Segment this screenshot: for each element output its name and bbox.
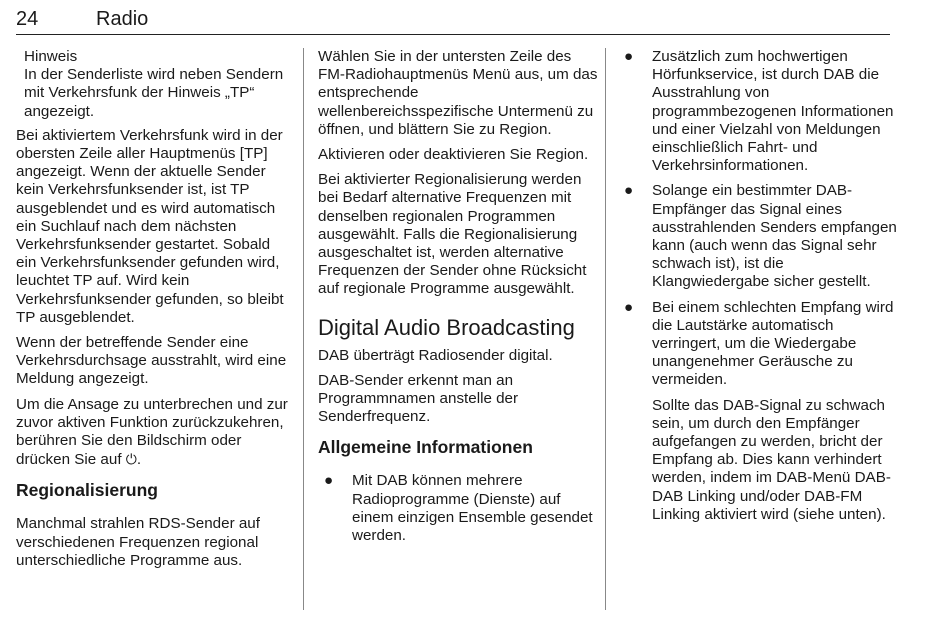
- text: Wählen Sie in der untersten Zeile des FM-Radiohauptmenüs: [318, 48, 572, 84]
- text: aktiviert wird (siehe unten).: [704, 505, 886, 523]
- text: Sollte das DAB-Signal zu schwach sein, um durch den Empfänger aufgefangen zu werden, bricht der Empfang ab. Dies kann verhindert werden, indem im DAB-Menü: [652, 396, 885, 487]
- text: aus, um das entsprechende wellenbereichsspezifische Untermenü zu öffnen, und blättern Sie zu: [318, 66, 598, 138]
- paragraph: [16, 127, 292, 327]
- text: .: [136, 451, 142, 469]
- paragraph: DAB-Sender erkennt man an Programmnamen anstelle der Senderfrequenz.: [318, 371, 519, 426]
- column-middle: [318, 48, 598, 552]
- page-number: 24: [16, 8, 39, 30]
- paragraph: [318, 48, 598, 139]
- ui-term-region: Region: [499, 120, 548, 138]
- text: Zusätzlich zum hochwertigen Hörfunkservice, ist durch DAB die Ausstrahlung von programmbezogenen Informationen und einer Vielzahl von Meldungen einschließlich Fahrt- und Verkehrsinformationen.: [652, 48, 894, 175]
- text: .: [583, 146, 589, 164]
- ui-term-dab-fm-linking: DAB-FM Linking: [652, 487, 863, 523]
- list-item: [620, 182, 898, 291]
- text: auf. Wird kein Verkehrsfunksender gefunden, so bleibt TP ausgeblendet.: [16, 272, 284, 326]
- note-box: [24, 48, 292, 121]
- power-icon: ⏻: [125, 451, 137, 468]
- ui-term-menu: Menü: [472, 66, 511, 84]
- text: und/oder: [739, 487, 800, 505]
- paragraph: DAB überträgt Radiosender digital.: [318, 346, 553, 364]
- text: Bei einem schlechten Empfang wird die Lautstärke automatisch verringert, um die Wiedergabe unangenehmer Geräusche zu vermeiden.: [652, 298, 894, 389]
- paragraph: Bei aktivierter Regionalisierung werden bei Bedarf alternative Frequenzen mit denselben regionalen Programmen ausgewählt. Falls die Regionalisierung ausgeschaltet ist, werden alternative Frequenzen der Sender ohne Rücksicht auf regionale Programme ausgewählt.: [318, 171, 587, 298]
- chapter-title: Radio: [96, 8, 149, 30]
- text: Bei aktiviertem Verkehrsfunk wird in der obersten Zeile aller Hauptmenüs: [16, 126, 283, 163]
- page-header: [16, 6, 890, 35]
- text: .: [547, 120, 552, 138]
- ui-term-tp: TP: [73, 272, 93, 290]
- paragraph: Wenn der betreffende Sender eine Verkehrsdurchsage ausstrahlt, wird eine Meldung angezeigt.: [16, 334, 287, 388]
- section-heading-general-info: Allgemeine Informationen: [318, 437, 533, 458]
- paragraph: [16, 396, 292, 470]
- bullet-icon: ●: [324, 472, 334, 490]
- note-title: Hinweis: [24, 48, 78, 65]
- column-left: [16, 48, 292, 577]
- paragraph: Manchmal strahlen RDS-Sender auf verschiedenen Frequenzen regional unterschiedliche Programme aus.: [16, 515, 260, 569]
- text: Mit DAB können mehrere Radioprogramme (Dienste) auf einem einzigen Ensemble gesendet werden.: [352, 472, 593, 545]
- note-body: In der Senderliste wird neben Sendern mit Verkehrsfunk der Hinweis „TP“ angezeigt.: [24, 66, 284, 120]
- bullet-list: [620, 48, 898, 390]
- column-right: [620, 48, 898, 531]
- bullet-icon: ●: [624, 298, 634, 316]
- ui-term-region: Region: [535, 146, 584, 164]
- list-item: [318, 472, 598, 545]
- text: Aktivieren oder deaktivieren Sie: [318, 146, 532, 164]
- list-item: [620, 299, 898, 390]
- paragraph: [652, 397, 898, 524]
- ui-term-dab-dab-linking: DAB-DAB Linking: [652, 469, 891, 505]
- column-divider: [605, 48, 606, 610]
- bullet-list: [318, 472, 598, 545]
- bullet-icon: ●: [624, 182, 634, 200]
- column-divider: [303, 48, 304, 610]
- text: Um die Ansage zu unterbrechen und zur zuvor aktiven Funktion zurückzukehren, berühren Sie den Bildschirm oder drücken Sie auf: [16, 395, 288, 469]
- bullet-icon: ●: [624, 48, 634, 65]
- section-heading-dab: Digital Audio Broadcasting: [318, 314, 575, 340]
- list-item: [620, 48, 898, 175]
- text: angezeigt. Wenn der aktuelle Sender kein Verkehrsfunksender ist, ist TP ausgeblendet und es wird automatisch ein Suchlauf nach dem nächsten Verkehrsfunksender gestartet. Sobald ein Verkehrsfunksender gefunden wird, leuchtet: [16, 163, 280, 290]
- text: Solange ein bestimmter DAB-Empfänger das Signal eines ausstrahlenden Senders empfangen kann (auch wenn das Signal sehr schwach ist), ist die Klangwiedergabe sicher gestellt.: [652, 182, 897, 291]
- paragraph: [318, 146, 598, 164]
- section-heading-regionalisierung: Regionalisierung: [16, 480, 158, 501]
- ui-term-tp: [TP]: [239, 145, 268, 163]
